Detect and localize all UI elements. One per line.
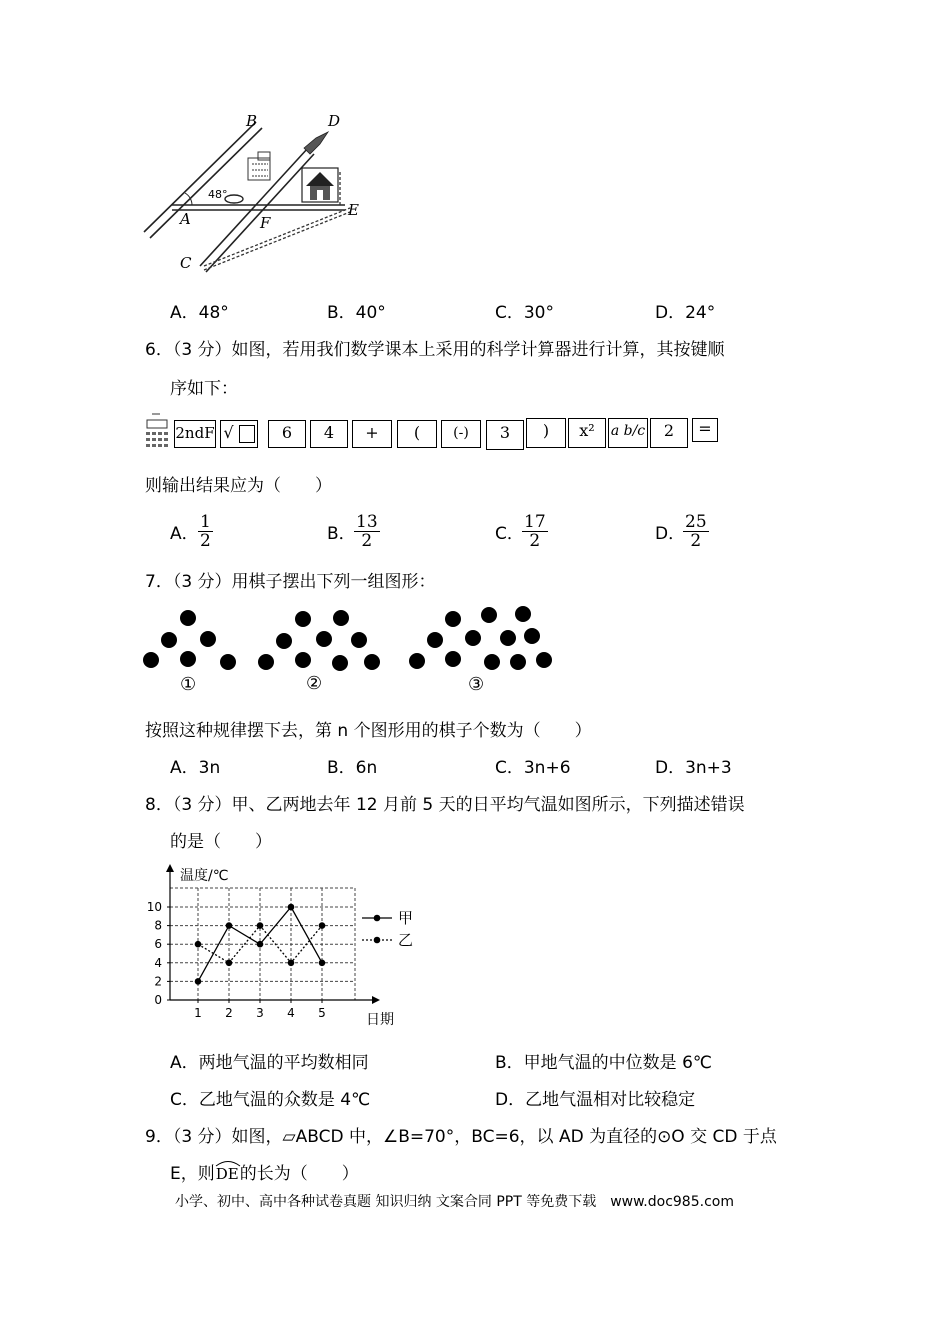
q6-option-d-letter: D． [655,524,686,544]
y-tick-label: 6 [154,937,162,952]
q8-option-d: D．乙地气温相对比较稳定 [495,1090,696,1110]
q8-option-c: C．乙地气温的众数是 4℃ [170,1090,371,1110]
q7-stem-line1: 7．（3 分）用棋子摆出下列一组图形： [145,572,436,592]
data-point-yi [257,922,264,929]
key-3: 3 [486,420,524,450]
q6-option-a-fraction [198,513,213,551]
denominator: 2 [200,531,211,551]
y-tick-label: 0 [154,993,162,1007]
x-tick-label: 2 [225,1006,233,1020]
house-icon [302,168,338,202]
q8-temperature-chart [140,860,440,1030]
calculator-icon [144,412,170,452]
q8-stem-line1: 8．（3 分）甲、乙两地去年 12 月前 5 天的日平均气温如图所示，下列描述错误 [145,795,745,815]
key-plus: + [352,420,392,448]
x-tick-label: 4 [287,1006,295,1020]
legend-marker-jia [374,915,381,922]
legend-marker-yi [374,937,381,944]
q5-option-d: D．24° [655,303,716,323]
q7-figure-label-3: ③ [468,674,485,695]
q7-option-a: A．3n [170,758,221,778]
key-equals: = [692,418,718,442]
q6-option-a-letter: A． [170,524,199,544]
q6-option-c-letter: C． [495,524,524,544]
tree-icon [304,132,328,154]
data-point-yi [288,960,295,967]
data-point-yi [319,922,326,929]
q7-figure-label-2: ② [306,673,323,694]
y-axis-label: 温度/℃ [180,868,229,884]
data-point-jia [257,941,264,948]
data-point-jia [195,978,202,985]
label-B: B [246,112,258,130]
y-tick-label: 4 [154,955,162,970]
arc-de [215,1163,240,1185]
numerator: 13 [356,512,378,532]
key-4: 4 [310,420,348,448]
q8-stem-line2: 的是（ ） [170,832,272,852]
q7-option-b: B．6n [327,758,378,778]
key-fraction: a b/c [608,418,648,448]
label-angle: 48° [208,188,228,201]
sqrt-symbol: √ [223,423,234,442]
building-icon [248,152,270,180]
denominator: 2 [529,531,541,551]
q5-option-a: A．48° [170,303,229,323]
label-D: D [328,112,341,130]
key-rparen: ) [526,418,566,448]
x-axis-label: 日期 [366,1012,394,1028]
key-6: 6 [268,420,306,448]
label-A: A [180,210,191,228]
q6-option-b-letter: B． [327,524,356,544]
y-axis-arrow [166,864,174,872]
key-square: x² [568,418,606,448]
y-tick-label: 10 [146,900,162,914]
key-sqrt [220,420,258,448]
x-axis-arrow [372,996,380,1004]
key-neg: (-) [441,420,481,448]
q6-option-d-fraction [683,513,709,551]
q9-stem-line2 [170,1163,359,1185]
data-point-jia [288,904,295,911]
q6-stem-line2: 序如下： [170,379,238,399]
denominator: 2 [690,531,702,551]
q9-stem-line1: 9．（3 分）如图，▱ABCD 中，∠B=70°，BC=6，以 AD 为直径的⊙O 交 CD 于点 [145,1127,777,1147]
q6-option-c-fraction [522,513,548,551]
q5-option-c: C．30° [495,303,555,323]
key-2: 2 [650,418,688,448]
key-2ndf: 2ndF [174,420,216,448]
q9-line2-suffix: 的长为（ ） [239,1164,359,1184]
y-tick-label: 2 [154,974,162,989]
arc-label: DE [215,1165,239,1183]
legend-label-jia: 甲 [398,909,414,927]
q6-option-b-fraction [354,513,380,551]
data-point-jia [226,922,233,929]
data-point-yi [226,960,233,967]
q7-dot-patterns [140,600,560,700]
numerator: 1 [200,512,211,532]
y-tick-label: 8 [154,918,162,933]
label-E: E [348,201,359,219]
q7-stem-line2: 按照这种规律摆下去，第 n 个图形用的棋子个数为（ ） [145,721,592,741]
q7-option-c: C．3n+6 [495,758,571,778]
data-point-yi [195,941,202,948]
key-lparen: ( [397,420,437,448]
q8-option-a: A．两地气温的平均数相同 [170,1053,369,1073]
label-F: F [260,214,271,232]
page-footer: 小学、初中、高中各种试卷真题 知识归纳 文案合同 PPT 等免费下载 www.doc985.com [175,1194,734,1210]
q6-stem-line1: 6．（3 分）如图，若用我们数学课本上采用的科学计算器进行计算，其按键顺 [145,340,725,360]
numerator: 25 [685,512,707,532]
legend-label-yi: 乙 [398,931,414,949]
q5-option-b: B．40° [327,303,386,323]
x-tick-label: 1 [194,1006,202,1020]
numerator: 17 [524,512,546,532]
q5-figure [140,108,370,278]
car-icon [225,195,243,203]
label-C: C [180,254,192,272]
q6-stem-line3: 则输出结果应为（ ） [145,476,332,496]
q7-option-d: D．3n+3 [655,758,732,778]
q9-line2-prefix: E，则 [170,1164,215,1184]
x-tick-label: 5 [318,1006,326,1020]
q8-option-b: B．甲地气温的中位数是 6℃ [495,1053,712,1073]
x-tick-label: 3 [256,1006,264,1020]
q7-figure-label-1: ① [180,674,197,695]
data-point-jia [319,960,326,967]
denominator: 2 [361,531,373,551]
